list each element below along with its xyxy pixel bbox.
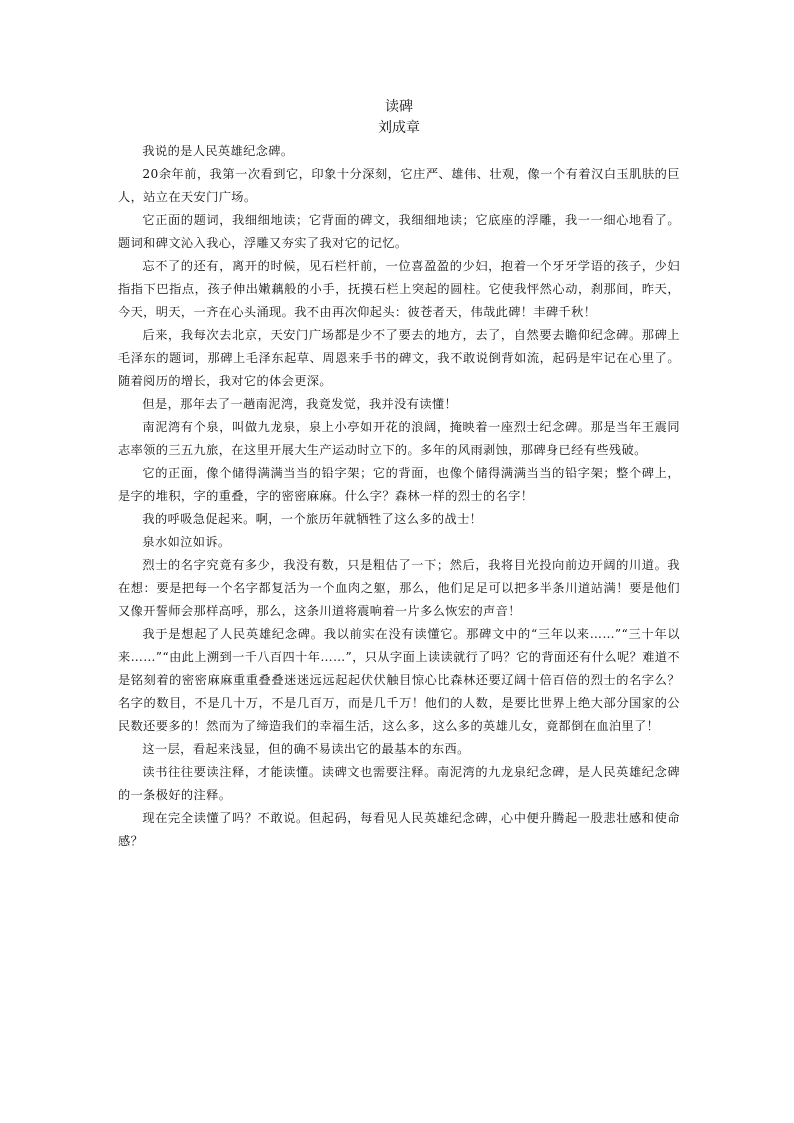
document-author: 刘成章 (378, 120, 420, 136)
paragraph: 20余年前，我第一次看到它，印象十分深刻，它庄严、雄伟、壮观，像一个有着汉白玉肌肤的巨人，站立在天安门广场。 (118, 167, 680, 204)
document-title: 读碑 (385, 99, 413, 115)
paragraph: 我的呼吸急促起来。啊，一个旅历年就牺牲了这么多的战士！ (142, 512, 483, 526)
paragraph: 后来，我每次去北京，天安门广场都是少不了要去的地方，去了，自然要去瞻仰纪念碑。那碑上毛泽东的题词，那碑上毛泽东起草、周恩来手书的碑文，我不敢说倒背如流，起码是牢记在心里了。随着阅历的增长，我对它的体会更深。 (118, 328, 680, 388)
paragraph: 忘不了的还有，离开的时候，见石栏杆前，一位喜盈盈的少妇，抱着一个牙牙学语的孩子，少妇指指下巴指点，孩子伸出嫩藕般的小手，抚摸石栏上突起的圆柱。它使我怦然心动，刹那间，昨天，今天，明天，一齐在心头涌现。我不由再次仰起头：彼苍者天，伟哉此碑！丰碑千秋！ (118, 259, 680, 319)
paragraph: 它的正面，像个储得满满当当的铅字架；它的背面，也像个储得满满当当的铅字架；整个碑上，是字的堆积，字的重叠，字的密密麻麻。什么字？森林一样的烈士的名字！ (118, 466, 680, 503)
paragraph: 这一层，看起来浅显，但的确不易读出它的最基本的东西。 (142, 742, 470, 756)
document-page (118, 96, 680, 853)
paragraph: 我说的是人民英雄纪念碑。 (142, 144, 294, 158)
paragraph: 烈士的名字究竟有多少，我没有数，只是粗估了一下；然后，我将目光投向前边开阔的川道。我在想：要是把每一个名字都复活为一个血肉之躯，那么，他们足足可以把多半条川道站满！要是他们又像开誓师会那样高呼，那么，这条川道将震响着一片多么恢宏的声音！ (118, 558, 680, 618)
paragraph: 现在完全读懂了吗？不敢说。但起码，每看见人民英雄纪念碑，心中便升腾起一股悲壮感和使命感？ (118, 811, 680, 848)
paragraph: 它正面的题词，我细细地读；它背面的碑文，我细细地读；它底座的浮雕，我一一细心地看了。题词和碑文沁入我心，浮雕又夯实了我对它的记忆。 (118, 213, 680, 250)
document-body (118, 140, 680, 853)
paragraph: 我于是想起了人民英雄纪念碑。我以前实在没有读懂它。那碑文中的“三年以来……”“三十年以来……”“由此上溯到一千八百四十年……”，只从字面上读读就行了吗？它的背面还有什么呢？难道不是铭刻着的密密麻麻重重叠叠迷迷远远起起伏伏触目惊心比森林还要辽阔十倍百倍的烈士的名字么？名字的数目，不是几十万，不是几百万，而是几千万！他们的人数，是要比世界上绝大部分国家的公民数还要多的！然而为了缔造我们的幸福生活，这么多，这么多的英雄儿女，竟都倒在血泊里了！ (118, 627, 680, 733)
paragraph: 但是，那年去了一趟南泥湾，我竟发觉，我并没有读懂！ (142, 397, 458, 411)
paragraph: 南泥湾有个泉，叫做九龙泉，泉上小亭如开花的浪阔，掩映着一座烈士纪念碑。那是当年王震同志率领的三五九旅，在这里开展大生产运动时立下的。多年的风雨剥蚀，那碑身已经有些残破。 (118, 420, 680, 457)
paragraph: 读书往往要读注释，才能读懂。读碑文也需要注释。南泥湾的九龙泉纪念碑，是人民英雄纪念碑的一条极好的注释。 (118, 765, 680, 802)
paragraph: 泉水如泣如诉。 (142, 535, 231, 549)
